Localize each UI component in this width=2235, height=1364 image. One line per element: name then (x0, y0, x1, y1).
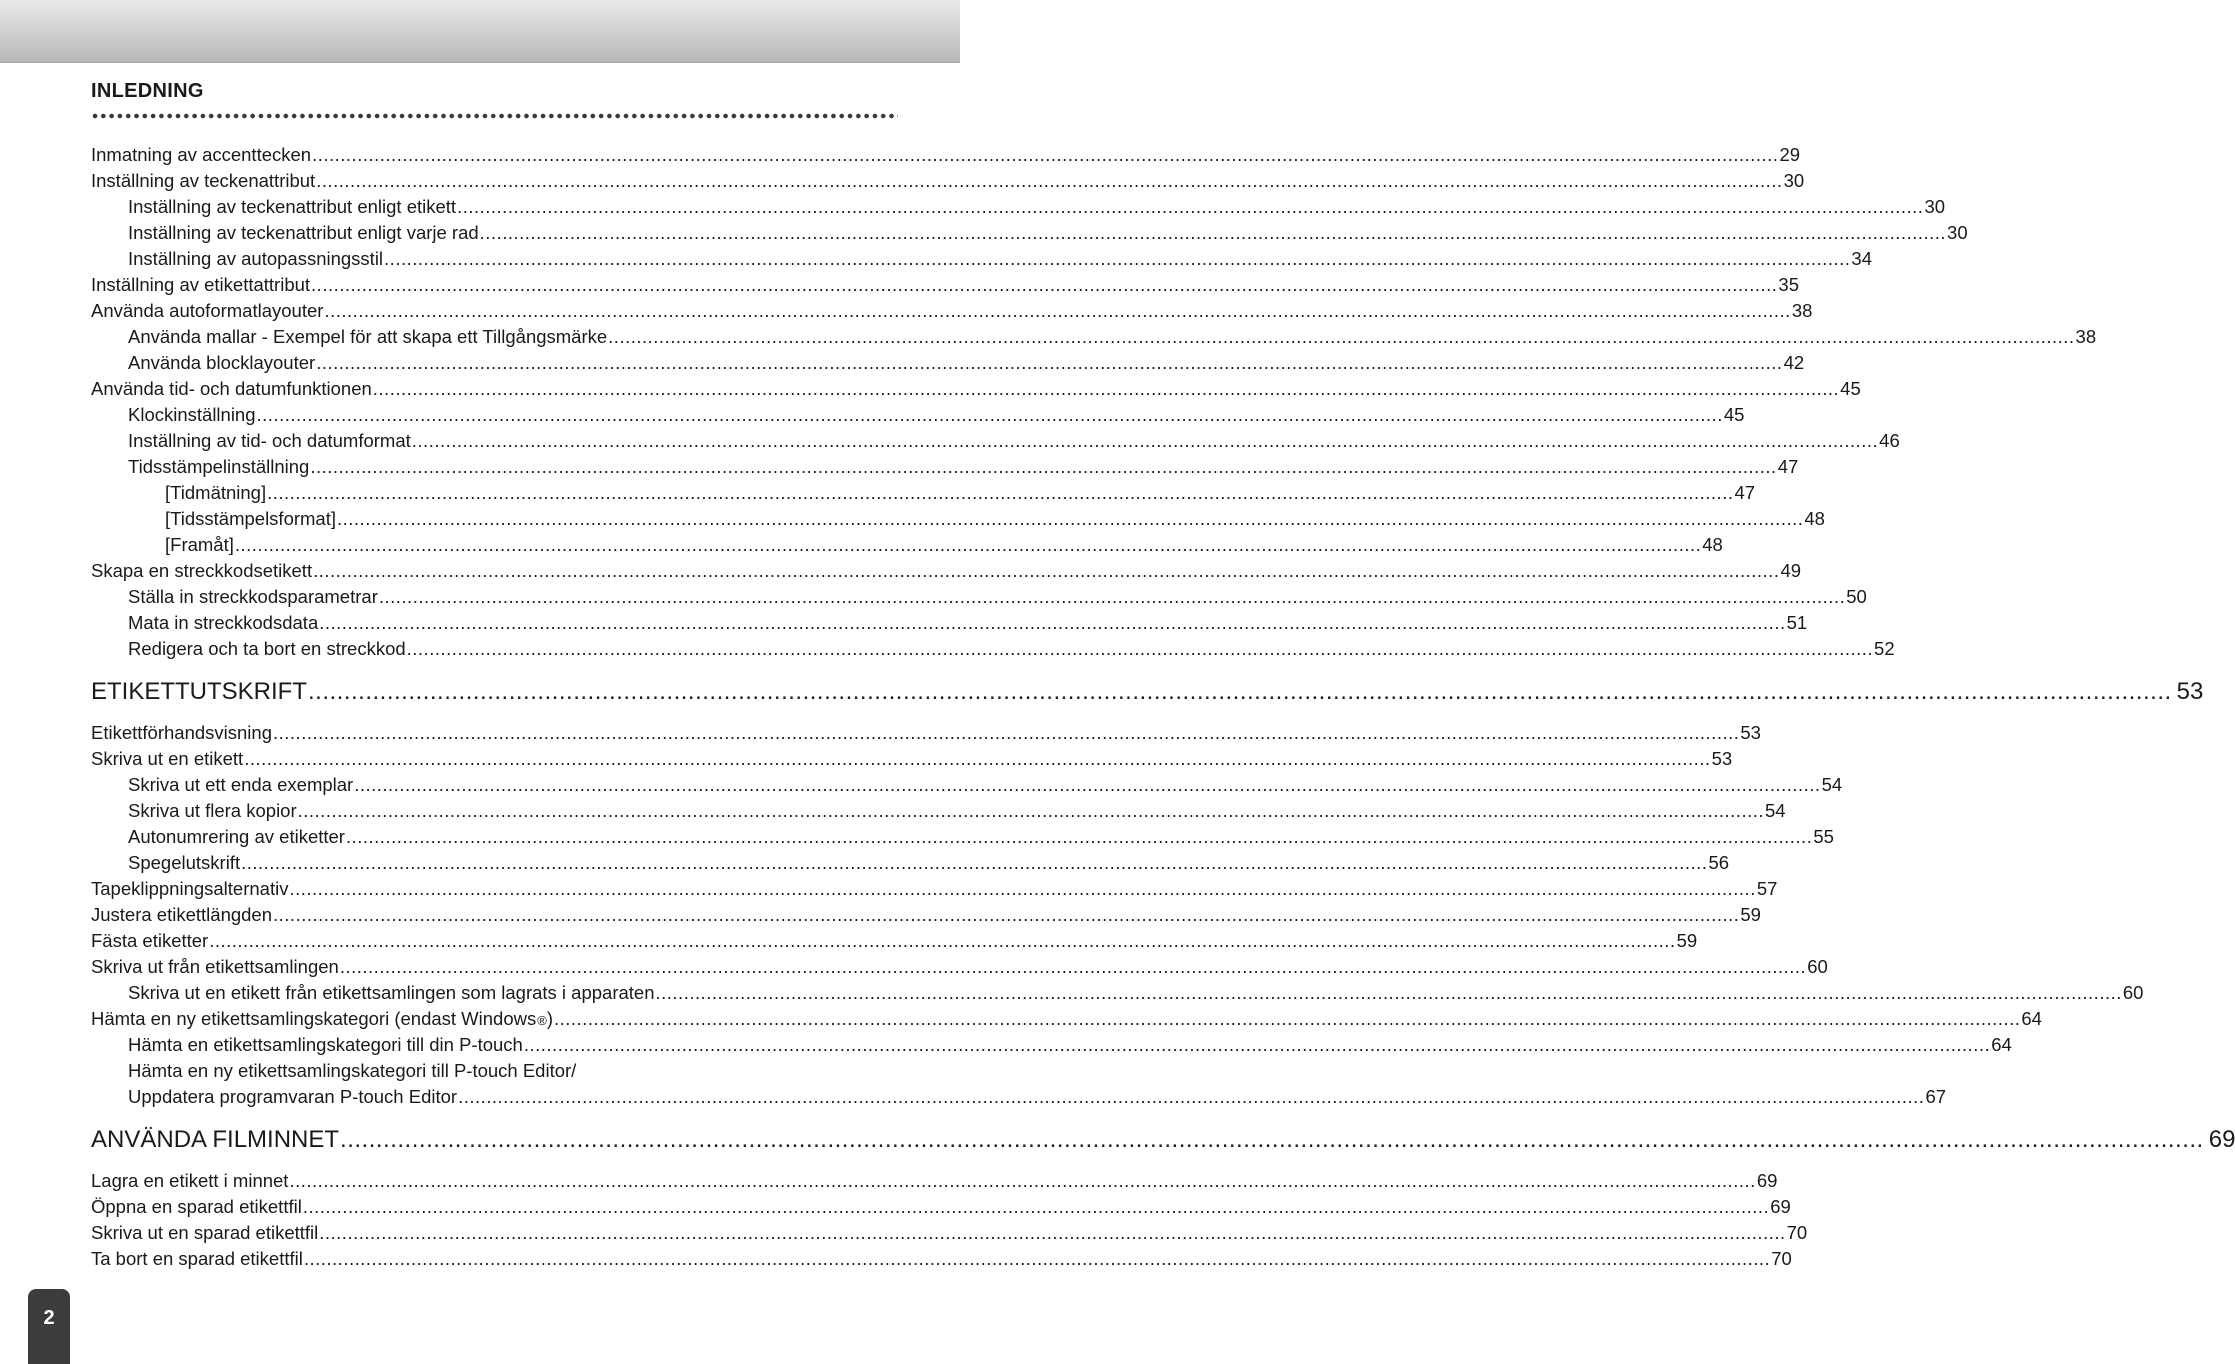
dot-leader: .................................................................................................................................................................................................................................................................... (302, 1196, 1770, 1217)
dot-leader: .................................................................................................................................................................................................................................................................... (655, 982, 2122, 1003)
toc-entry-title: [Tidsstämpelsformat] (165, 508, 336, 529)
dot-leader: .................................................................................................................................................................................................................................................................... (244, 748, 1711, 769)
toc-entry-title: Använda blocklayouter (128, 352, 316, 373)
toc-entry-title: Skriva ut från etikettsamlingen (91, 956, 339, 977)
dot-leader: .................................................................................................................................................................................................................................................................... (289, 878, 1756, 899)
toc-entry[interactable] (91, 378, 1861, 404)
toc-page-number: 59 (1676, 930, 1698, 951)
dot-leader: .................................................................................................................................................................................................................................................................... (310, 456, 1777, 477)
toc-entry-title: Inställning av etikettattribut (91, 274, 311, 295)
toc-page-number: 64 (1991, 1034, 2012, 1055)
dot-leader: .................................................................................................................................................................................................................................................................... (316, 170, 1783, 191)
toc-entry[interactable] (91, 1248, 1792, 1274)
toc-entry-title: Etikettförhandsvisning (91, 722, 272, 743)
toc-page-number: 51 (1786, 612, 1808, 633)
toc-page-number: 70 (1771, 1248, 1792, 1269)
toc-entry-title: Spegelutskrift (128, 852, 241, 873)
toc-page-number: 60 (2122, 982, 2144, 1003)
registered-mark: ® (537, 1013, 547, 1028)
toc-entry-title: Inställning av teckenattribut enligt etikett (128, 196, 457, 217)
toc-entry-title: Skriva ut flera kopior (128, 800, 297, 821)
toc-page-number: 67 (1925, 1086, 1947, 1107)
toc-entry[interactable] (91, 904, 1761, 930)
toc-entry[interactable] (91, 300, 1813, 326)
dot-leader: .................................................................................................................................................................................................................................................................... (372, 378, 1840, 399)
toc-page-number: 35 (1778, 274, 1799, 295)
toc-page-number: 53 (1740, 722, 1761, 743)
toc-entry-title: Skapa en streckkodsetikett (91, 560, 313, 581)
dot-leader: .................................................................................................................................................................................................................................................................... (209, 930, 1676, 951)
dot-leader: .................................................................................................................................................................................................................................................................... (337, 508, 1804, 529)
toc-page-number: 69 (2208, 1126, 2235, 1153)
toc-page-number: 54 (1765, 800, 1786, 821)
dot-leader: .................................................................................................................................................................................................................................................................... (319, 612, 1786, 633)
toc-page-number: 49 (1780, 560, 1802, 581)
toc-entry[interactable] (128, 404, 1745, 430)
toc-entry[interactable] (91, 274, 1799, 300)
toc-entry[interactable] (91, 722, 1761, 748)
dot-leader: .................................................................................................................................................................................................................................................................... (458, 1086, 1925, 1107)
toc-entry-title: Klockinställning (128, 404, 256, 425)
dot-leader: .................................................................................................................................................................................................................................................................... (297, 800, 1764, 821)
dot-leader: .................................................................................................................................................................................................................................................................... (324, 300, 1791, 321)
toc-entry-title: Ta bort en sparad etikettfil (91, 1248, 303, 1269)
page-number: 2 (43, 1307, 55, 1329)
toc-entry[interactable] (128, 1086, 1947, 1112)
toc-page-number: 56 (1708, 852, 1730, 873)
dot-leader: .................................................................................................................................................................................................................................................................... (312, 144, 1779, 165)
toc-entry[interactable] (165, 482, 1756, 508)
toc-page-number: 70 (1786, 1222, 1808, 1243)
toc-entry-title: Inställning av autopassningsstil (128, 248, 384, 269)
dot-leader: .................................................................................................................................................................................................................................................................... (313, 560, 1780, 581)
dot-leader: .................................................................................................................................................................................................................................................................... (339, 956, 1807, 977)
toc-page-number: 38 (1791, 300, 1813, 321)
toc-entry[interactable] (91, 170, 1805, 196)
toc-entry[interactable] (91, 560, 1802, 586)
toc-entry-title: Använda autoformatlayouter (91, 300, 324, 321)
toc-page-number: 52 (1874, 638, 1895, 659)
dot-leader: .................................................................................................................................................................................................................................................................... (256, 404, 1723, 425)
toc-page-number: 53 (1711, 748, 1733, 769)
dot-leader: .................................................................................................................................................................................................................................................................... (354, 774, 1821, 795)
toc-page-number: 45 (1723, 404, 1745, 425)
dot-leader: .................................................................................................................................................................................................................................................................... (311, 274, 1778, 295)
toc-entry[interactable] (128, 774, 1843, 800)
dot-leader: .................................................................................................................................................................................................................................................................... (608, 326, 2075, 347)
dot-leader: .................................................................................................................................................................................................................................................................... (267, 482, 1734, 503)
toc-entry-title: ANVÄNDA FILMINNET (91, 1126, 340, 1153)
toc-page-number: 53 (2176, 678, 2204, 705)
dot-leader: .................................................................................................................................................................................................................................................................... (406, 638, 1874, 659)
dotted-divider (91, 112, 898, 122)
toc-entry-title: Använda tid- och datumfunktionen (91, 378, 372, 399)
toc-entry[interactable] (165, 534, 1723, 560)
dot-leader: .................................................................................................................................................................................................................................................................... (554, 1008, 2021, 1029)
dot-leader: .................................................................................................................................................................................................................................................................... (289, 1170, 1756, 1191)
toc-entry[interactable] (91, 1196, 1791, 1222)
dot-leader: .................................................................................................................................................................................................................................................................... (319, 1222, 1786, 1243)
toc-entry[interactable] (91, 1222, 1808, 1248)
toc-entry[interactable] (128, 456, 1799, 482)
toc-entry-suffix: ) (546, 1008, 553, 1029)
toc-entry[interactable] (91, 144, 1801, 170)
top-banner (0, 0, 960, 63)
toc-entry-title: Autonumrering av etiketter (128, 826, 345, 847)
toc-entry-title: Inställning av teckenattribut enligt varje rad (128, 222, 479, 243)
toc-page-number: 60 (1807, 956, 1828, 977)
toc-entry[interactable] (91, 748, 1733, 774)
toc-entry[interactable] (128, 326, 2097, 352)
toc-entry[interactable] (91, 1170, 1778, 1196)
toc-page-number: 45 (1840, 378, 1861, 399)
dot-leader: .................................................................................................................................................................................................................................................................... (384, 248, 1851, 269)
toc-entry[interactable] (128, 826, 1834, 852)
toc-entry[interactable] (128, 1060, 898, 1086)
toc-section[interactable] (91, 1126, 2235, 1160)
toc-page-number: 69 (1770, 1196, 1791, 1217)
toc-entry-title: Lagra en etikett i minnet (91, 1170, 289, 1191)
dot-leader: .................................................................................................................................................................................................................................................................... (308, 678, 2172, 705)
toc-entry[interactable] (128, 982, 2144, 1008)
toc-page-number: 69 (1756, 1170, 1778, 1191)
toc-page-number: 64 (2021, 1008, 2042, 1029)
toc-entry[interactable] (91, 878, 1778, 904)
dot-leader: .................................................................................................................................................................................................................................................................... (340, 1126, 2204, 1153)
toc-entry[interactable] (128, 852, 1730, 878)
toc-entry[interactable] (128, 1034, 2012, 1060)
toc-entry[interactable] (91, 956, 1828, 982)
toc-entry-title: Redigera och ta bort en streckkod (128, 638, 406, 659)
toc-entry-title: Ställa in streckkodsparametrar (128, 586, 378, 607)
toc-entry[interactable] (128, 586, 1867, 612)
dot-leader: .................................................................................................................................................................................................................................................................... (378, 586, 1846, 607)
toc-page-number: 57 (1756, 878, 1778, 899)
toc-entry-title: Fästa etiketter (91, 930, 209, 951)
toc-entry-title: Hämta en ny etikettsamlingskategori till P-touch Editor/ (128, 1060, 577, 1081)
dot-leader: .................................................................................................................................................................................................................................................................... (234, 534, 1702, 555)
toc-entry-title: Skriva ut en etikett (91, 748, 244, 769)
toc-entry[interactable] (128, 612, 1808, 638)
dot-leader: .................................................................................................................................................................................................................................................................... (457, 196, 1924, 217)
toc-entry-title: Inställning av teckenattribut (91, 170, 316, 191)
dot-leader: .................................................................................................................................................................................................................................................................... (303, 1248, 1771, 1269)
toc-page-number: 48 (1804, 508, 1825, 529)
toc-page-number: 54 (1821, 774, 1843, 795)
toc-entry-title: Tapeklippningsalternativ (91, 878, 289, 899)
dot-leader: .................................................................................................................................................................................................................................................................... (273, 904, 1740, 925)
toc-entry[interactable] (91, 930, 1698, 956)
toc-entry[interactable] (128, 352, 1805, 378)
toc-entry-title: Skriva ut en sparad etikettfil (91, 1222, 319, 1243)
toc-entry-title: Använda mallar - Exempel för att skapa ett Tillgångsmärke (128, 326, 608, 347)
toc-entry[interactable] (128, 430, 1900, 456)
toc-page-number: 50 (1846, 586, 1867, 607)
dot-leader: .................................................................................................................................................................................................................................................................... (241, 852, 1708, 873)
toc-entry-title: Skriva ut ett enda exemplar (128, 774, 354, 795)
toc-entry-title: Öppna en sparad etikettfil (91, 1196, 302, 1217)
toc-page-number: 42 (1783, 352, 1805, 373)
toc-section[interactable] (91, 678, 2204, 712)
chapter-title: INLEDNING (91, 80, 204, 102)
toc-page-number: 34 (1851, 248, 1872, 269)
toc-entry[interactable] (91, 1008, 2042, 1034)
toc-entry[interactable] (128, 248, 1872, 274)
toc-page-number: 48 (1702, 534, 1723, 555)
toc-page-number: 30 (1947, 222, 1968, 243)
toc-entry-title: [Tidmätning] (165, 482, 267, 503)
toc-entry-title: Justera etikettlängden (91, 904, 273, 925)
toc-entry-title: Inställning av tid- och datumformat (128, 430, 411, 451)
dot-leader: .................................................................................................................................................................................................................................................................... (316, 352, 1783, 373)
toc-entry-title: ETIKETTUTSKRIFT (91, 678, 307, 705)
toc-entry-title: Mata in streckkodsdata (128, 612, 319, 633)
toc-page-number: 38 (2075, 326, 2097, 347)
dot-leader: .................................................................................................................................................................................................................................................................... (273, 722, 1740, 743)
toc-page-number: 59 (1740, 904, 1761, 925)
toc-entry-title: Hämta en ny etikettsamlingskategori (endast Windows (91, 1008, 537, 1029)
dot-leader: .................................................................................................................................................................................................................................................................... (411, 430, 1879, 451)
toc-page-number: 30 (1783, 170, 1805, 191)
toc-page-number: 55 (1813, 826, 1834, 847)
toc-entry[interactable] (128, 222, 1968, 248)
toc-entry[interactable] (128, 800, 1786, 826)
toc-entry-title: Skriva ut en etikett från etikettsamlingen som lagrats i apparaten (128, 982, 655, 1003)
toc-entry-title: Tidsstämpelinställning (128, 456, 310, 477)
toc-entry-title: Uppdatera programvaran P-touch Editor (128, 1086, 458, 1107)
dot-leader: .................................................................................................................................................................................................................................................................... (523, 1034, 1991, 1055)
toc-page-number: 46 (1879, 430, 1900, 451)
page-number-tab (28, 1289, 70, 1364)
dot-leader: .................................................................................................................................................................................................................................................................... (345, 826, 1813, 847)
toc-entry[interactable] (165, 508, 1825, 534)
dot-leader: .................................................................................................................................................................................................................................................................... (479, 222, 1947, 243)
toc-page-number: 47 (1734, 482, 1756, 503)
toc-entry-title: Inmatning av accenttecken (91, 144, 312, 165)
toc-page-number: 29 (1779, 144, 1801, 165)
toc-entry[interactable] (128, 196, 1946, 222)
toc-entry-title: [Framåt] (165, 534, 234, 555)
toc-page-number: 47 (1777, 456, 1799, 477)
toc-entry-title: Hämta en etikettsamlingskategori till din P-touch (128, 1034, 523, 1055)
toc-entry[interactable] (128, 638, 1895, 664)
toc-page-number: 30 (1924, 196, 1946, 217)
